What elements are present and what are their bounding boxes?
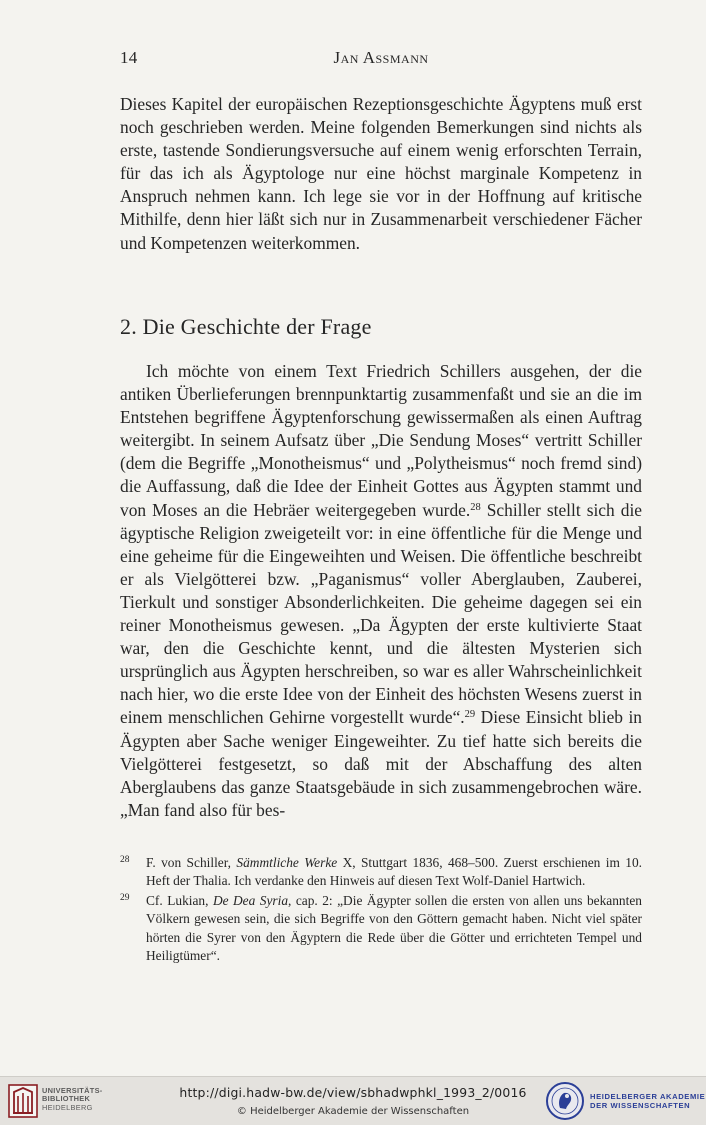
footnote-text-before: F. von Schiller, bbox=[146, 855, 237, 870]
section-text-part1: Ich möchte von einem Text Friedrich Schillers ausgehen, der die antiken Überlieferungen brennpunktartig zusammenfaßt und sie an die im Entstehen begriffene Ägyptenforschung gewissermaßen als einen Auftrag weitergibt. In seinem Aufsatz über „Die Sendung Moses“ vertritt Schiller (dem die Begriffe „Monotheismus“ und „Polytheismus“ noch fremd sind) die Auffassung, daß die Idee der Einheit Gottes aus Ägypten stammt und von Moses an die Hebräer weitergegeben wurde. bbox=[120, 361, 642, 520]
footnote-number: 28 bbox=[120, 855, 130, 865]
footnote-title: De Dea Syria bbox=[212, 892, 289, 908]
permalink-url[interactable]: http://digi.hadw-bw.de/view/sbhadwphkl_1993_2/0016 bbox=[179, 1085, 527, 1100]
footnote-28 bbox=[120, 854, 642, 891]
footnote-text-before: Cf. Lukian, bbox=[146, 892, 213, 908]
intro-paragraph-block bbox=[120, 93, 642, 255]
section-text-part3: Diese Einsicht blieb in Ägypten aber Sache weniger Eingeweihter. Zu tief hatte sich bereits die Vielgötterei festgesetzt, so daß mit der Abschaffung des alten Aberglaubens das ganze Staatsgebäude in sich zusammengebrochen wäre. „Man fand also für bes- bbox=[120, 707, 642, 820]
section-paragraph bbox=[120, 360, 642, 822]
footnote-text-after: , cap. 2: „Die Ägypter sollen die ersten von allen uns bekannten Völkern gewesen sein, die sich Begriffe von den Göttern gemacht haben. Nicht viel später hörten die Syrer von den Ägyptern die Rede über die Götter und errichteten Tempel und Heiligtümer“. bbox=[146, 892, 642, 964]
footnotes bbox=[120, 854, 642, 965]
page-number: 14 bbox=[120, 48, 138, 67]
footnote-title: Sämmtliche Werke bbox=[236, 855, 338, 870]
section-body bbox=[120, 360, 642, 822]
digitization-footer bbox=[0, 1076, 706, 1125]
footnote-29 bbox=[120, 892, 642, 966]
footnote-text-after: X, Stuttgart 1836, 468–500. Zuerst erschienen im 10. Heft der Thalia. Ich verdanke den Hinweis auf diesen Text Wolf-Daniel Hartwich. bbox=[146, 855, 642, 889]
intro-paragraph: Dieses Kapitel der europäischen Rezeptionsgeschichte Ägyptens muß erst noch geschrieben werden. Meine folgenden Bemerkungen sind nichts als erste, tastende Sondierungsversuche auf einem wenig erforschten Terrain, für das ich als Ägyptologe nur eine höchst marginale Kompetenz in Anspruch nehmen kann. Ich lege sie vor in der Hoffnung auf kritische Mithilfe, denn hier läßt sich nur in Zusammenarbeit verschiedener Fächer und Kompetenzen weiterkommen. bbox=[120, 94, 642, 253]
section-heading: 2. Die Geschichte der Frage bbox=[120, 314, 372, 339]
running-head-author: Jan Assmann bbox=[333, 48, 429, 67]
academy-seal-icon[interactable] bbox=[545, 1081, 585, 1121]
running-head bbox=[120, 48, 642, 70]
footnote-ref-29: 29 bbox=[464, 709, 476, 721]
academy-name[interactable]: HEIDELBERGER AKADEMIE DER WISSENSCHAFTEN bbox=[590, 1092, 706, 1111]
university-library-name[interactable]: UNIVERSITÄTS- BIBLIOTHEK HEIDELBERG bbox=[42, 1086, 103, 1112]
footnote-ref-28: 28 bbox=[470, 501, 481, 513]
footnote-number: 29 bbox=[120, 892, 130, 903]
section-text-part2: Schiller stellt sich die ägyptische Religion zweigeteilt vor: in eine öffentliche für die Menge und eine geheime für die Eingeweihten und Weisen. Die öffentliche beschreibt er als Vielgötterei bzw. „Paganismus“ voller Aberglauben, Zauberei, Tierkult und sonstiger Absonderlichkeiten. Die geheime dagegen sei ein reiner Monotheismus gewesen. „Da Ägypten der erste kultivierte Staat war, den die Geschichte kennt, und die ältesten Mysterien sich ursprünglich aus Ägypten herschreiben, so war es aller Wahrscheinlichkeit nach hier, wo die erste Idee von der Einheit des höchsten Wesens zuerst in einem menschlichen Gehirne vorgestellt wurde“. bbox=[120, 499, 642, 728]
copyright-notice: © Heidelberger Akademie der Wissenschaften bbox=[236, 1106, 470, 1117]
